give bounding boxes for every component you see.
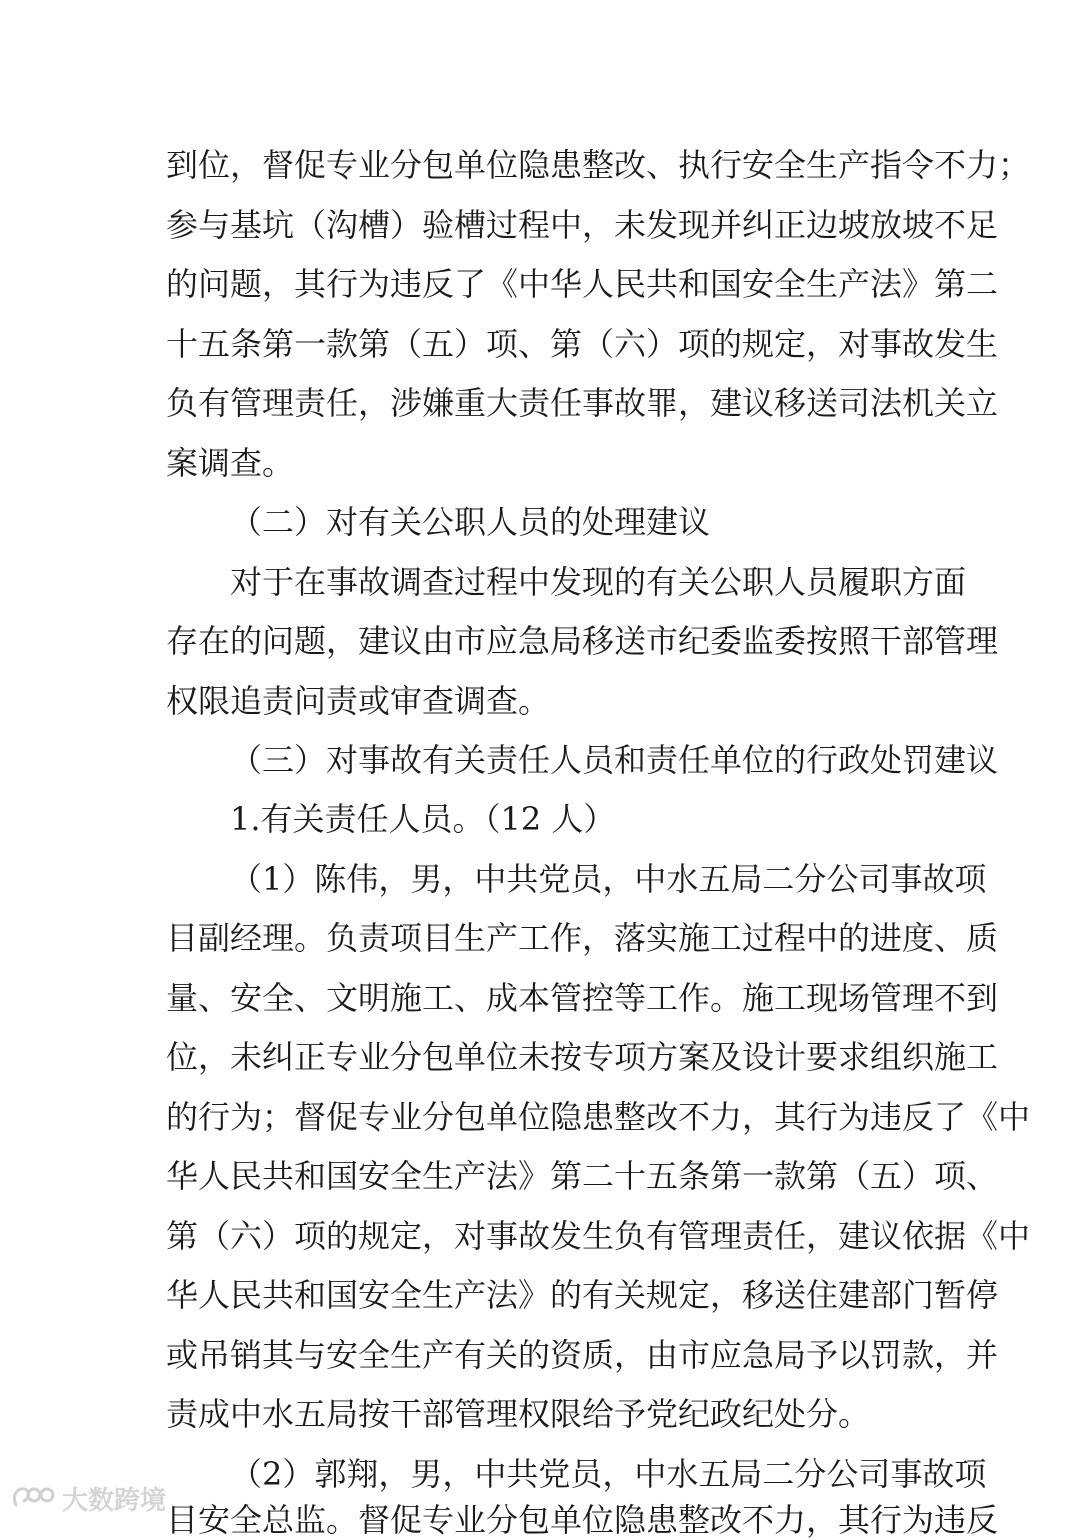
text-line: 案调查。 [166, 444, 295, 482]
text-line: 或吊销其与安全生产有关的资质，由市应急局予以罚款，并 [166, 1336, 999, 1374]
text-line: 的行为；督促专业分包单位隐患整改不力，其行为违反了《中 [166, 1098, 1031, 1136]
text-line: 责成中水五局按干部管理权限给予党纪政纪处分。 [166, 1395, 871, 1433]
paragraph-first-line: （2）郭翔，男，中共党员，中水五局二分公司事故项 [230, 1455, 987, 1493]
text-line: 负有管理责任，涉嫌重大责任事故罪，建议移送司法机关立 [166, 384, 999, 422]
text-line: 存在的问题，建议由市应急局移送市纪委监委按照干部管理 [166, 622, 999, 660]
text-line: 参与基坑（沟槽）验槽过程中，未发现并纠正边坡放坡不足 [166, 206, 999, 244]
text-line: 华人民共和国安全生产法》的有关规定，移送住建部门暂停 [166, 1276, 999, 1314]
subsection-heading: 1.有关责任人员。（12 人） [230, 800, 616, 838]
text-line: 权限追责问责或审查调查。 [166, 682, 551, 720]
section-heading: （三）对事故有关责任人员和责任单位的行政处罚建议 [230, 741, 999, 779]
watermark-text: 大数跨境 [62, 1485, 167, 1516]
section-heading: （二）对有关公职人员的处理建议 [230, 503, 711, 541]
text-line: 位，未纠正专业分包单位未按专项方案及设计要求组织施工 [166, 1038, 999, 1076]
text-line: 十五条第一款第（五）项、第（六）项的规定，对事故发生 [166, 325, 999, 363]
text-line: 第（六）项的规定，对事故发生负有管理责任，建议依据《中 [166, 1217, 1031, 1255]
text-line: 的问题，其行为违反了《中华人民共和国安全生产法》第二 [166, 265, 999, 303]
paragraph-first-line: （1）陈伟，男，中共党员，中水五局二分公司事故项 [230, 860, 987, 898]
text-line: 华人民共和国安全生产法》第二十五条第一款第（五）项、 [166, 1157, 999, 1195]
text-line: 目副经理。负责项目生产工作，落实施工过程中的进度、质 [166, 919, 999, 957]
paragraph-first-line: 对于在事故调查过程中发现的有关公职人员履职方面 [230, 563, 967, 601]
watermark [10, 1480, 166, 1516]
text-line: 量、安全、文明施工、成本管控等工作。施工现场管理不到 [166, 979, 999, 1017]
text-line: 目安全总监。督促专业分包单位隐患整改不力，其行为违反 [166, 1501, 999, 1539]
watermark-logo-icon [10, 1483, 56, 1513]
text-line: 到位，督促专业分包单位隐患整改、执行安全生产指令不力； [166, 146, 1031, 184]
